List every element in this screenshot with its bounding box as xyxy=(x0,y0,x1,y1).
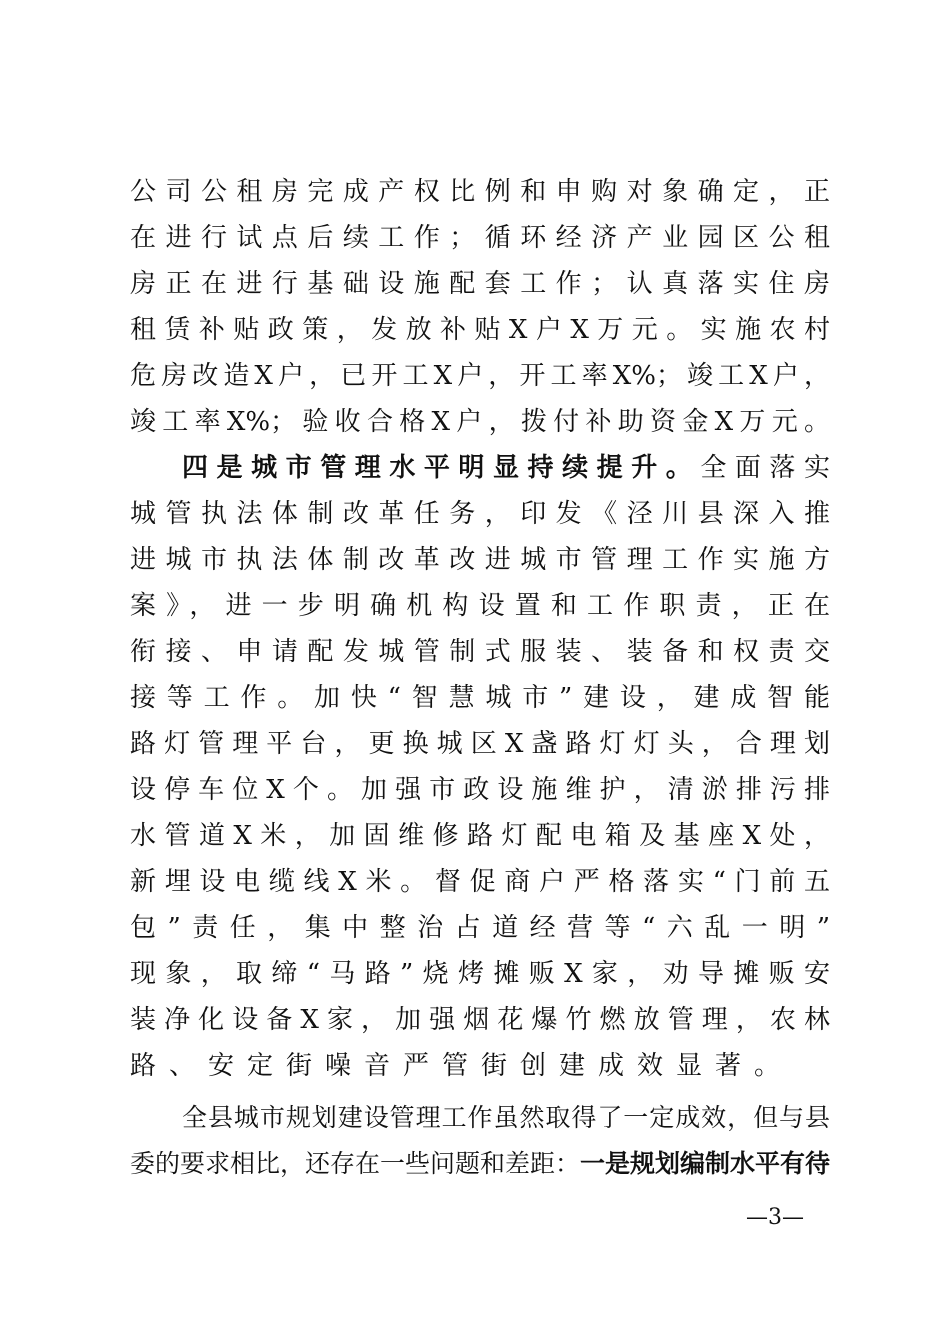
text-line: 包”责任，集中整治占道经营等“六乱一明” xyxy=(130,913,830,943)
text-line: 新埋设电缆线X米。督促商户严格落实“门前五 xyxy=(130,867,830,897)
text-line: 衔接、申请配发城管制式服装、装备和权责交 xyxy=(130,637,830,667)
text-line: 租赁补贴政策，发放补贴X户X万元。实施农村 xyxy=(130,315,830,345)
text-line: 设停车位X个。加强市政设施维护，清淤排污排 xyxy=(130,775,830,805)
text-line: 装净化设备X家，加强烟花爆竹燃放管理，农林 xyxy=(130,1005,830,1035)
text-line: 公司公租房完成产权比例和申购对象确定，正 xyxy=(130,177,830,207)
paragraph-heading-line xyxy=(182,452,830,484)
text-line: 水管道X米，加固维修路灯配电箱及基座X处， xyxy=(130,821,830,851)
text-line: 危房改造X户，已开工X户，开工率X%；竣工X户， xyxy=(130,361,830,391)
text-line: 在进行试点后续工作；循环经济产业园区公租 xyxy=(130,223,830,253)
text-line: 接等工作。加快“智慧城市”建设，建成智能 xyxy=(130,683,830,713)
text-segment: 全面落实 xyxy=(700,453,830,483)
text-line: 进城市执法体制改革改进城市管理工作实施方 xyxy=(130,545,830,575)
text-line: 全县城市规划建设管理工作虽然取得了一定成效，但与县 xyxy=(182,1103,830,1132)
text-line: 案》，进一步明确机构设置和工作职责，正在 xyxy=(130,591,830,621)
paragraph-mixed-line xyxy=(130,1148,830,1180)
text-line: 城管执法体制改革任务，印发《泾川县深入推 xyxy=(130,499,830,529)
section-heading: 四是城市管理水平明显持续提升。 xyxy=(182,453,701,483)
text-line: 现象，取缔“马路”烧烤摊贩X家，劝导摊贩安 xyxy=(130,959,830,989)
text-line: 路灯管理平台，更换城区X盏路灯灯头，合理划 xyxy=(130,729,830,759)
text-line: 房正在进行基础设施配套工作；认真落实住房 xyxy=(130,269,830,299)
page-number: —3— xyxy=(746,1205,804,1230)
section-heading: 一是规划编制水平有待 xyxy=(580,1149,831,1178)
text-line: 路、安定街噪音严管街创建成效显著。 xyxy=(130,1051,794,1081)
text-segment: 委的要求相比，还存在一些问题和差距： xyxy=(130,1149,581,1178)
text-line: 竣工率X%；验收合格X户，拨付补助资金X万元。 xyxy=(130,407,830,437)
